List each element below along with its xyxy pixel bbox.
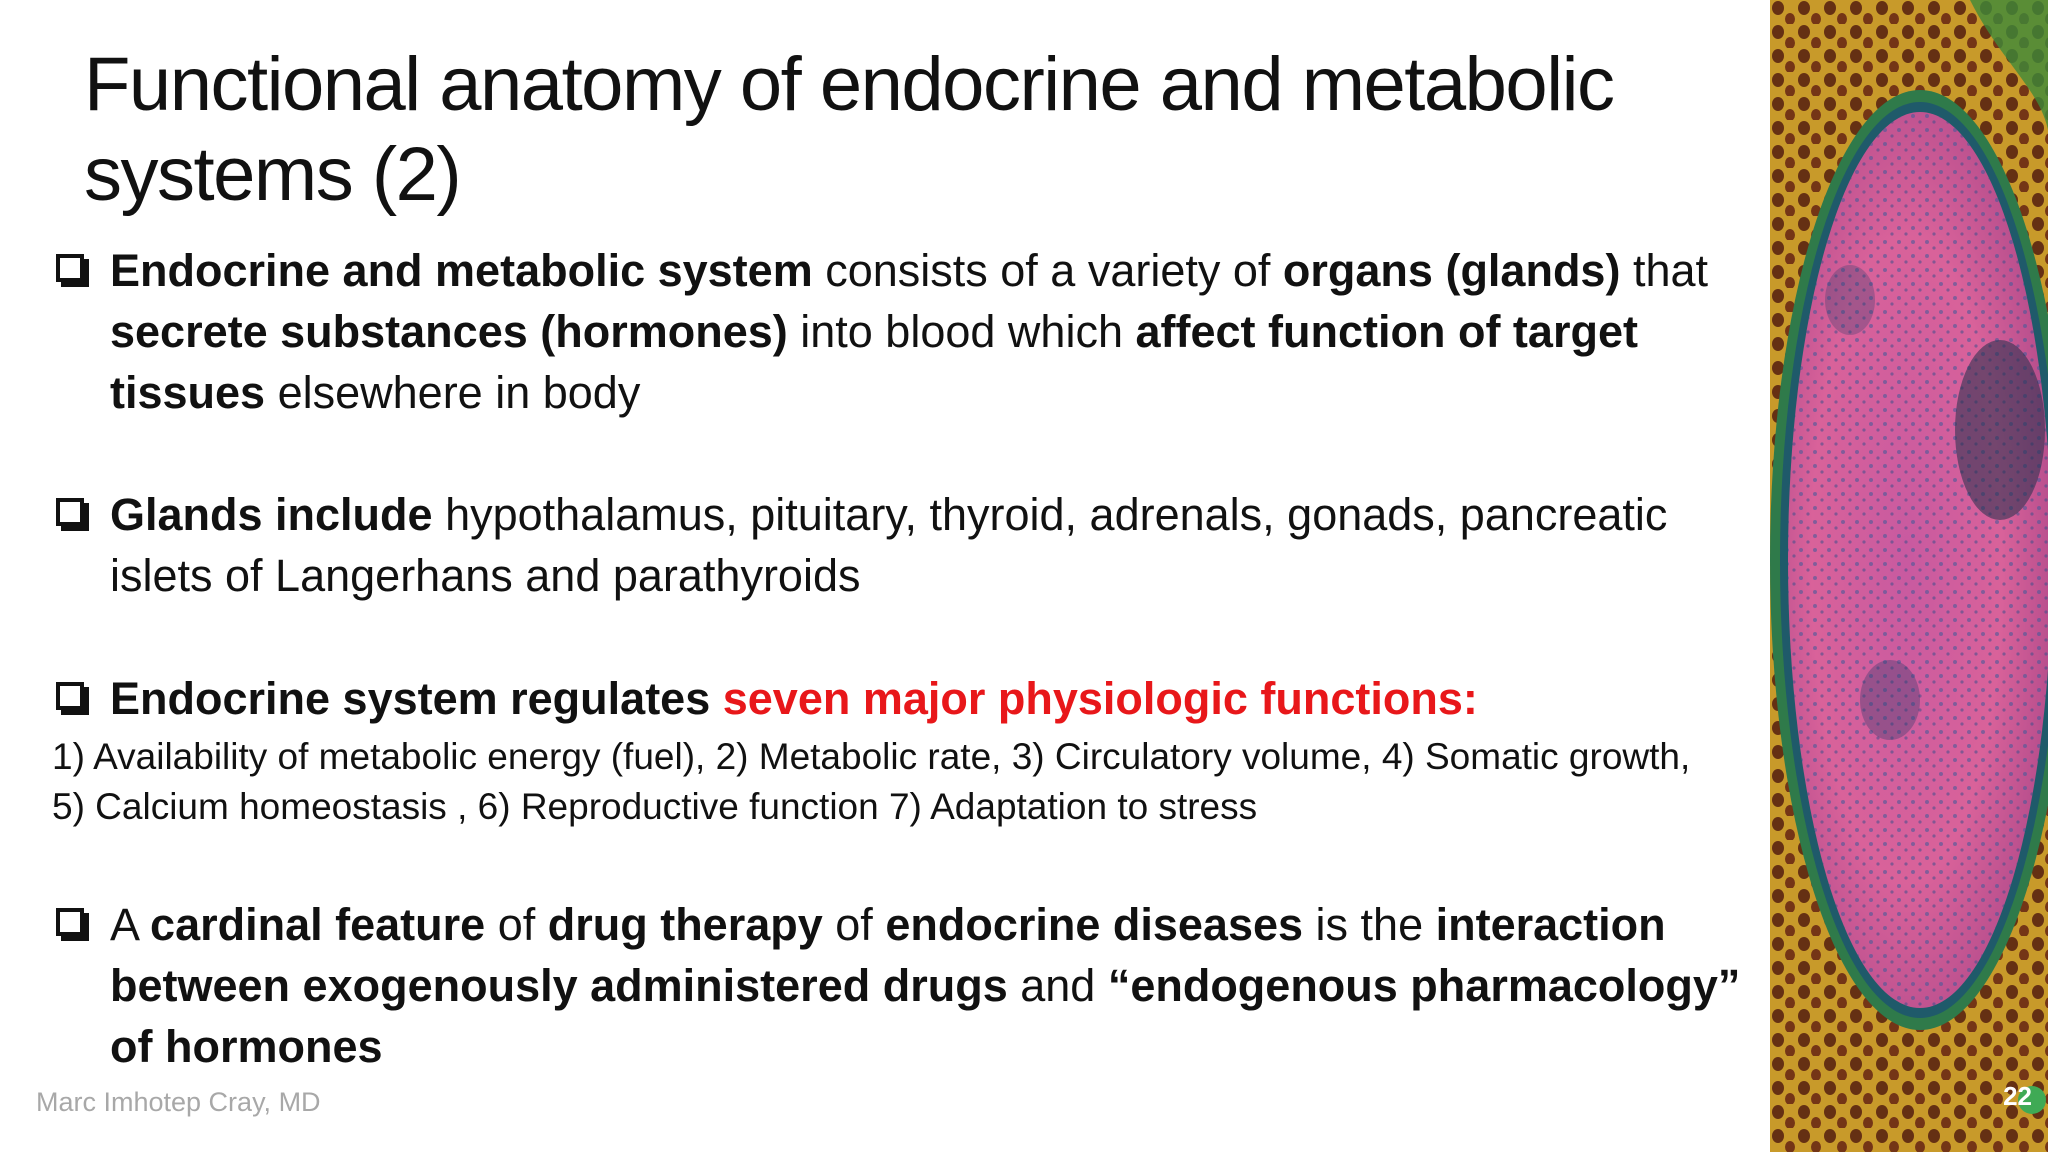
checkbox-bullet-icon: [56, 682, 84, 710]
bullet-0-part-4: secrete substances (hormones): [110, 306, 788, 357]
bullet-text: [56, 894, 1746, 1077]
bullet-3-part-2: of: [485, 899, 548, 950]
bullet-0-part-2: organs (glands): [1282, 245, 1621, 296]
bullet-3-part-6: is the: [1303, 899, 1436, 950]
bullet-0-part-5: into blood which: [787, 306, 1136, 357]
bullet-3-part-9: “endogenous pharmacology” of hormones: [110, 960, 1741, 1072]
bullet-3-part-3: drug therapy: [547, 899, 823, 950]
functions-list: 1) Availability of metabolic energy (fuel), 2) Metabolic rate, 3) Circulatory volume, 4) Somatic growth, 5) Calcium homeostasis , 6) Reproductive function 7) Adaptation to stress: [52, 736, 1691, 827]
bullet-2-part-1: seven major physiologic functions:: [722, 673, 1478, 724]
bullet-3-part-8: and: [1007, 960, 1108, 1011]
title-suffix: (2): [352, 132, 461, 217]
bullet-glands: [56, 484, 1746, 606]
bullet-text: [56, 240, 1746, 423]
micrograph-illustration: [1770, 0, 2048, 1152]
bullet-3-part-5: endocrine diseases: [885, 899, 1304, 950]
bullet-3-part-7: interaction between exogenously administered drugs: [110, 899, 1666, 1011]
bullet-cardinal-feature: [56, 894, 1746, 1077]
bullet-3-part-4: of: [822, 899, 886, 950]
bullet-3-part-1: cardinal feature: [150, 899, 486, 950]
bullet-text: [56, 484, 1746, 606]
checkbox-bullet-icon: [56, 908, 84, 936]
bullet-0-part-0: Endocrine and metabolic system: [110, 245, 813, 296]
bullet-endocrine-system: [56, 240, 1746, 423]
bullet-2-part-0: Endocrine system regulates: [110, 673, 723, 724]
bullet-regulates: [56, 668, 1746, 729]
footer-author: Marc Imhotep Cray, MD: [36, 1087, 321, 1117]
bullet-3-part-0: A: [110, 899, 151, 950]
checkbox-bullet-icon: [56, 498, 84, 526]
slide-title: [84, 40, 1744, 220]
checkbox-bullet-icon: [56, 254, 84, 282]
page-number: 22: [2003, 1081, 2032, 1111]
micrograph-image: [1770, 0, 2048, 1152]
bullet-0-part-3: that: [1620, 245, 1709, 296]
bullet-1-part-0: Glands include: [110, 489, 433, 540]
bullet-0-part-1: consists of a variety of: [812, 245, 1283, 296]
bullet-0-part-7: elsewhere in body: [265, 367, 641, 418]
bullet-0-part-6: affect function of target tissues: [110, 306, 1638, 418]
title-main: Functional anatomy of endocrine and metabolic systems: [84, 42, 1614, 217]
bullet-text: [56, 668, 1746, 729]
bullet-1-part-1: hypothalamus, pituitary, thyroid, adrenals, gonads, pancreatic islets of Langerhans and parathyroids: [110, 489, 1668, 601]
